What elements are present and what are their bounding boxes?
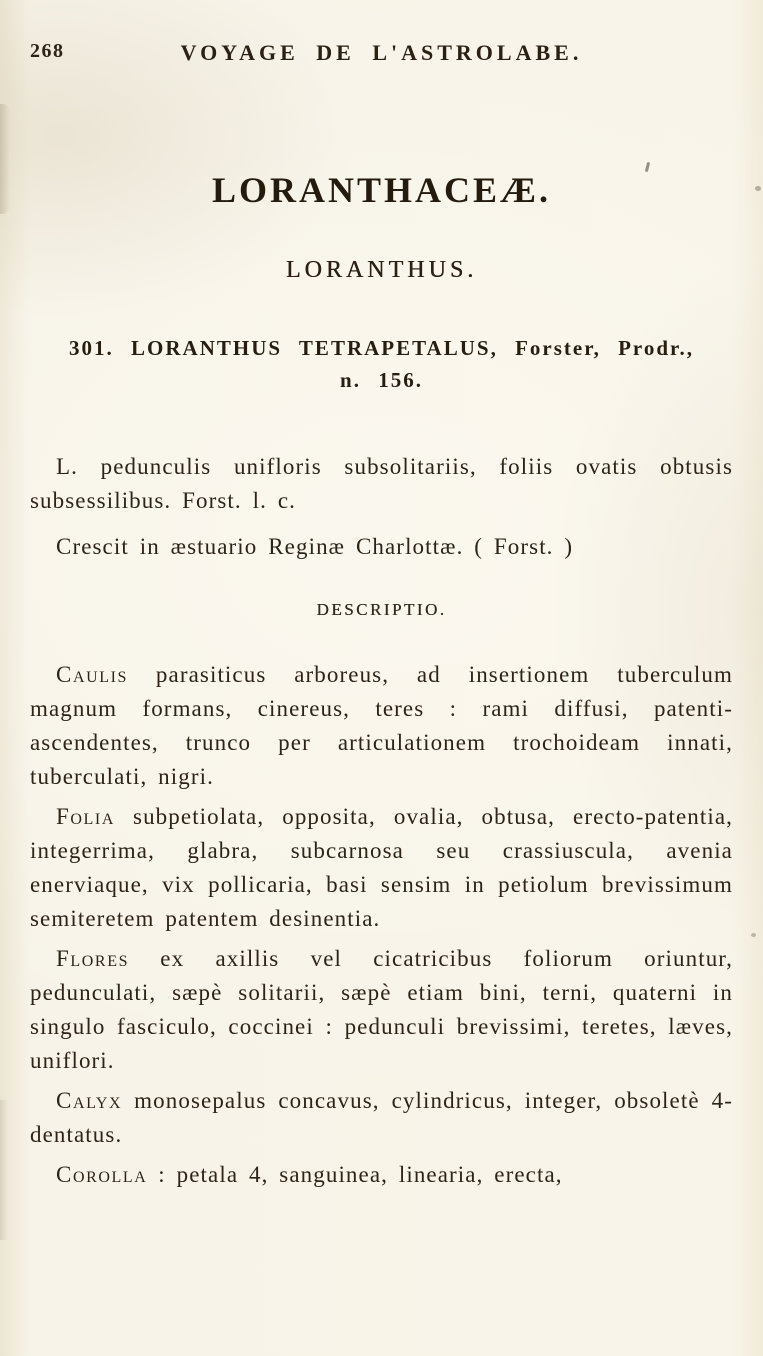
paragraph-text: monosepalus concavus, cylindricus, integer, obsoletè 4-dentatus. — [30, 1088, 733, 1147]
paragraph-text: ex axillis vel cicatricibus foliorum oriuntur, pedunculati, sæpè solitarii, sæpè etiam bini, terni, quaterni in singulo fasciculo, coccinei : pedunculi brevissimi, teretes, læves, uniflori. — [30, 946, 733, 1073]
scan-smudge — [0, 104, 10, 214]
ink-speck — [755, 186, 761, 191]
paragraph-text: : petala 4, sanguinea, linearia, erecta, — [147, 1162, 563, 1187]
description-paragraph-flores — [30, 942, 733, 1078]
description-paragraph-folia — [30, 800, 733, 936]
diagnosis-paragraph: L. pedunculis unifloris subsolitariis, foliis ovatis obtusis subsessilibus. Forst. l. c. — [30, 454, 733, 513]
description-paragraph-calyx — [30, 1084, 733, 1152]
paragraph-text: subpetiolata, opposita, ovalia, obtusa, erecto-patentia, integerrima, glabra, subcarnosa seu crassiuscula, avenia enerviaque, vix pollicaria, basi sensim in petiolum brevissimum semiteretem patentem desinentia. — [30, 804, 733, 931]
paragraph-text: parasiticus arboreus, ad insertionem tuberculum magnum formans, cinereus, teres : rami diffusi, patenti-ascendentes, trunco per articulationem trochoideam innati, tuberculati, nigri. — [30, 662, 733, 789]
lead-word-corolla: Corolla — [56, 1162, 148, 1187]
description-paragraph-caulis — [30, 658, 733, 794]
habitat-paragraph: Crescit in æstuario Reginæ Charlottæ. ( Forst. ) — [56, 534, 574, 559]
lead-word-flores: Flores — [56, 946, 130, 971]
species-heading-line2: n. 156. — [340, 368, 423, 392]
species-heading — [30, 332, 733, 396]
descriptio-heading: DESCRIPTIO. — [316, 600, 447, 619]
family-heading: LORANTHACEÆ. — [211, 170, 552, 210]
running-header — [30, 40, 733, 66]
species-heading-line1: 301. LORANTHUS TETRAPETALUS, Forster, Prodr., — [69, 336, 694, 360]
ink-speck — [751, 933, 756, 937]
page-number: 268 — [30, 40, 65, 62]
lead-word-calyx: Calyx — [56, 1088, 123, 1113]
description-paragraph-corolla — [30, 1158, 733, 1192]
genus-heading: LORANTHUS. — [285, 257, 478, 283]
lead-word-folia: Folia — [56, 804, 116, 829]
lead-word-caulis: Caulis — [56, 662, 129, 687]
scan-smudge — [0, 1100, 8, 1240]
running-title: VOYAGE DE L'ASTROLABE. — [180, 40, 583, 65]
